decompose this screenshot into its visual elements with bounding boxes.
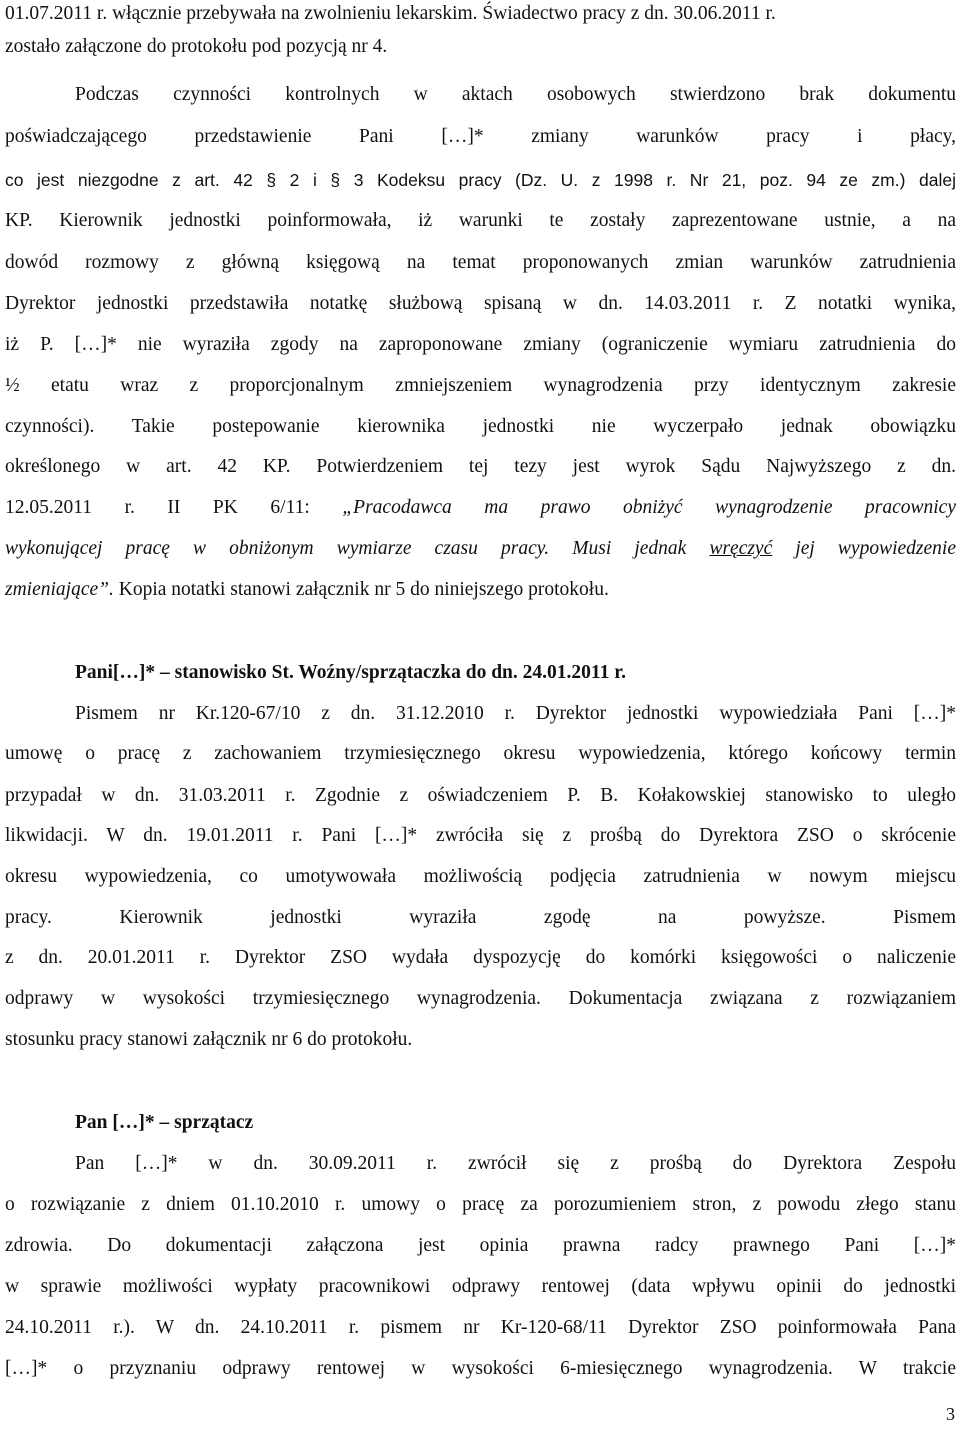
paragraph-line: 24.10.2011 r.). W dn. 24.10.2011 r. pismem nr Kr-120-68/11 Dyrektor ZSO poinformowała Pana — [5, 1317, 956, 1338]
paragraph-line — [5, 535, 956, 563]
paragraph-line: o rozwiązanie z dniem 01.10.2010 r. umowy o pracę za porozumieniem stron, z powodu złego stanu — [5, 1194, 956, 1215]
paragraph-line — [5, 576, 956, 604]
paragraph-line: z dn. 20.01.2011 r. Dyrektor ZSO wydała dyspozycję do komórki księgowości o naliczenie — [5, 947, 956, 968]
paragraph-line: odprawy w wysokości trzymiesięcznego wynagrodzenia. Dokumentacja związana z rozwiązaniem — [5, 988, 956, 1009]
paragraph-line: okresu wypowiedzenia, co umotywowała możliwością podjęcia zatrudnienia w nowym miejscu — [5, 866, 956, 887]
paragraph-line: czynności). Takie postepowanie kierownika jednostki nie wyczerpało jednak obowiązku — [5, 416, 956, 437]
text-segment: jej wypowiedzenie — [772, 538, 956, 559]
paragraph-line: Pismem nr Kr.120-67/10 z dn. 31.12.2010 r. Dyrektor jednostki wypowiedziała Pani […]* — [75, 703, 956, 724]
underlined-word: wręczyć — [709, 538, 773, 559]
paragraph-line: zdrowia. Do dokumentacji załączona jest opinia prawna radcy prawnego Pani […]* — [5, 1235, 956, 1256]
paragraph-line: Dyrektor jednostki przedstawiła notatkę służbową spisaną w dn. 14.03.2011 r. Z notatki wynika, — [5, 293, 956, 314]
paragraph-line: Podczas czynności kontrolnych w aktach osobowych stwierdzono brak dokumentu — [75, 84, 956, 105]
paragraph-line: w sprawie możliwości wypłaty pracownikowi odprawy rentowej (data wpływu opinii do jednostki — [5, 1276, 956, 1297]
paragraph-line: zostało załączone do protokołu pod pozycją nr 4. — [5, 36, 388, 57]
section-heading: Pani[…]* – stanowisko St. Woźny/sprzątaczka do dn. 24.01.2011 r. — [75, 662, 626, 683]
paragraph-line: przypadał w dn. 31.03.2011 r. Zgodnie z oświadczeniem P. B. Kołakowskiej stanowisko to uległo — [5, 785, 956, 806]
paragraph-line: co jest niezgodne z art. 42 § 2 i § 3 Kodeksu pracy (Dz. U. z 1998 r. Nr 21, poz. 94 ze zm.) dalej — [5, 170, 956, 190]
paragraph-line: likwidacji. W dn. 19.01.2011 r. Pani […]* zwróciła się z prośbą do Dyrektora ZSO o skrócenie — [5, 825, 956, 846]
paragraph-line: ½ etatu wraz z proporcjonalnym zmniejszeniem wynagrodzenia przy identycznym zakresie — [5, 375, 956, 396]
paragraph-line: stosunku pracy stanowi załącznik nr 6 do protokołu. — [5, 1029, 413, 1050]
paragraph-line: poświadczającego przedstawienie Pani […]* zmiany warunków pracy i płacy, — [5, 126, 956, 147]
paragraph-line: pracy. Kierownik jednostki wyraziła zgodę na powyższe. Pismem — [5, 907, 956, 928]
text-segment: 12.05.2011 r. II PK 6/11: — [5, 497, 343, 518]
paragraph-line: umowę o pracę z zachowaniem trzymiesięcznego okresu wypowiedzenia, którego końcowy termin — [5, 743, 956, 764]
paragraph-line: KP. Kierownik jednostki poinformowała, iż warunki te zostały zaprezentowane ustnie, a na — [5, 210, 956, 231]
paragraph-line: […]* o przyznaniu odprawy rentowej w wysokości 6-miesięcznego wynagrodzenia. W trakcie — [5, 1358, 956, 1379]
paragraph-line: dowód rozmowy z główną księgową na temat proponowanych zmian warunków zatrudnienia — [5, 252, 956, 273]
paragraph-line — [5, 494, 956, 522]
paragraph-line: Pan […]* w dn. 30.09.2011 r. zwrócił się z prośbą do Dyrektora Zespołu — [75, 1153, 956, 1174]
quote-text — [5, 538, 956, 559]
paragraph-line: iż P. […]* nie wyraziła zgody na zaproponowane zmiany (ograniczenie wymiaru zatrudnienia do — [5, 334, 956, 355]
quote-text: „Pracodawca ma prawo obniżyć wynagrodzenie pracownicy — [342, 497, 956, 518]
quote-text: zmieniające”. — [5, 579, 119, 600]
page-number: 3 — [946, 1404, 955, 1424]
section-heading: Pan […]* – sprzątacz — [75, 1112, 254, 1133]
text-segment: Kopia notatki stanowi załącznik nr 5 do niniejszego protokołu. — [118, 579, 609, 600]
paragraph-line: określonego w art. 42 KP. Potwierdzeniem tej tezy jest wyrok Sądu Najwyższego z dn. — [5, 456, 956, 477]
paragraph-line: 01.07.2011 r. włącznie przebywała na zwolnieniu lekarskim. Świadectwo pracy z dn. 30.06.2011 r. — [5, 3, 776, 24]
text-segment: wykonującej pracę w obniżonym wymiarze czasu pracy. Musi jednak — [5, 538, 710, 559]
